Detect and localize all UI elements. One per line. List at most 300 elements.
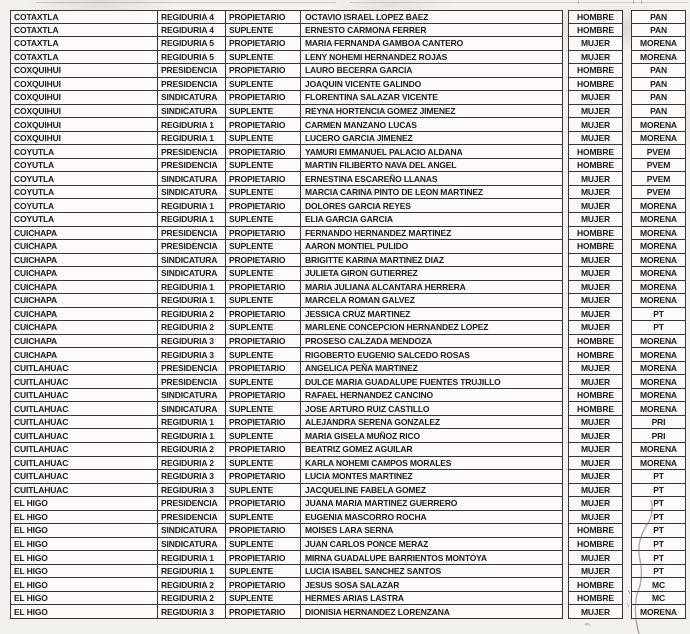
- cell-name: CARMEN MANZANO LUCAS: [300, 118, 563, 132]
- cell-party: PT: [631, 308, 686, 322]
- table-row: [10, 497, 686, 511]
- cell-position: SINDICATURA: [157, 267, 225, 281]
- cell-party: MORENA: [631, 267, 686, 281]
- cell-role: SUPLENTE: [225, 213, 300, 227]
- table-row: [10, 294, 686, 308]
- cell-name: JUAN CARLOS PONCE MERAZ: [300, 538, 563, 552]
- cell-role: PROPIETARIO: [225, 308, 300, 322]
- table-row: [10, 186, 686, 200]
- cell-municipality: CUICHAPA: [10, 281, 157, 295]
- cell-position: SINDICATURA: [157, 186, 225, 200]
- cell-role: SUPLENTE: [225, 24, 300, 38]
- cell-party: MC: [631, 592, 686, 606]
- cell-role: SUPLENTE: [225, 267, 300, 281]
- cell-role: SUPLENTE: [225, 457, 300, 471]
- cell-name: LAURO BECERRA GARCIA: [300, 64, 563, 78]
- cell-party: MORENA: [631, 294, 686, 308]
- table-row: [10, 484, 686, 498]
- cell-municipality: COTAXTLA: [10, 37, 157, 51]
- cell-role: SUPLENTE: [225, 429, 300, 443]
- cell-party: PT: [631, 470, 686, 484]
- cell-municipality: COYUTLA: [10, 213, 157, 227]
- cell-name: MOISES LARA SERNA: [300, 524, 563, 538]
- cell-role: PROPIETARIO: [225, 281, 300, 295]
- cell-municipality: COYUTLA: [10, 172, 157, 186]
- cell-name: KARLA NOHEMI CAMPOS MORALES: [300, 457, 563, 471]
- cell-gender: MUJER: [568, 308, 623, 322]
- cell-name: MARTIN FILIBERTO NAVA DEL ANGEL: [300, 159, 563, 173]
- cell-gender: MUJER: [568, 605, 623, 619]
- cell-role: PROPIETARIO: [225, 443, 300, 457]
- table-row: [10, 592, 686, 606]
- table-row: [10, 443, 686, 457]
- cell-name: EUGENIA MASCORRO ROCHA: [300, 511, 563, 525]
- table-row: [10, 429, 686, 443]
- cell-municipality: COYUTLA: [10, 145, 157, 159]
- cell-position: REGIDURIA 1: [157, 429, 225, 443]
- cell-position: REGIDURIA 2: [157, 308, 225, 322]
- cell-role: PROPIETARIO: [225, 416, 300, 430]
- table-row: [10, 227, 686, 241]
- cell-role: SUPLENTE: [225, 186, 300, 200]
- scan-remnant-tick: [633, 0, 634, 4]
- cell-gender: HOMBRE: [568, 524, 623, 538]
- cell-name: MARCIA CARINA PINTO DE LEON MARTINEZ: [300, 186, 563, 200]
- cell-gender: MUJER: [568, 118, 623, 132]
- cell-municipality: COXQUIHUI: [10, 64, 157, 78]
- scan-remnant-tick: [578, 0, 579, 4]
- table-row: [10, 457, 686, 471]
- cell-position: SINDICATURA: [157, 402, 225, 416]
- cell-name: ANGELICA PEÑA MARTINEZ: [300, 362, 563, 376]
- cell-party: MORENA: [631, 335, 686, 349]
- cell-role: PROPIETARIO: [225, 605, 300, 619]
- results-table: [10, 10, 686, 619]
- cell-name: MARIA GISELA MUÑOZ RICO: [300, 429, 563, 443]
- cell-role: SUPLENTE: [225, 375, 300, 389]
- table-row: [10, 118, 686, 132]
- cell-name: AARON MONTIEL PULIDO: [300, 240, 563, 254]
- cell-name: JESSICA CRUZ MARTINEZ: [300, 308, 563, 322]
- cell-gender: MUJER: [568, 457, 623, 471]
- cell-municipality: CUITLAHUAC: [10, 389, 157, 403]
- cell-position: PRESIDENCIA: [157, 64, 225, 78]
- cell-name: REYNA HORTENCIA GOMEZ JIMENEZ: [300, 105, 563, 119]
- cell-name: RIGOBERTO EUGENIO SALCEDO ROSAS: [300, 348, 563, 362]
- cell-role: SUPLENTE: [225, 592, 300, 606]
- cell-position: PRESIDENCIA: [157, 227, 225, 241]
- cell-gender: HOMBRE: [568, 24, 623, 38]
- cell-party: MORENA: [631, 457, 686, 471]
- cell-party: PT: [631, 565, 686, 579]
- cell-gender: MUJER: [568, 51, 623, 65]
- table-row: [10, 578, 686, 592]
- cell-municipality: COXQUIHUI: [10, 132, 157, 146]
- cell-municipality: EL HIGO: [10, 497, 157, 511]
- cell-role: SUPLENTE: [225, 511, 300, 525]
- cell-name: JACQUELINE FABELA GOMEZ: [300, 484, 563, 498]
- cell-position: REGIDURIA 1: [157, 565, 225, 579]
- cell-municipality: COTAXTLA: [10, 51, 157, 65]
- cell-role: PROPIETARIO: [225, 524, 300, 538]
- cell-municipality: CUICHAPA: [10, 335, 157, 349]
- cell-name: LUCIA ISABEL SANCHEZ SANTOS: [300, 565, 563, 579]
- cell-name: LUCIA MONTES MARTINEZ: [300, 470, 563, 484]
- cell-party: MORENA: [631, 37, 686, 51]
- cell-position: SINDICATURA: [157, 524, 225, 538]
- cell-role: SUPLENTE: [225, 105, 300, 119]
- cell-role: SUPLENTE: [225, 240, 300, 254]
- cell-municipality: CUITLAHUAC: [10, 362, 157, 376]
- table-row: [10, 199, 686, 213]
- cell-position: REGIDURIA 3: [157, 605, 225, 619]
- cell-position: REGIDURIA 3: [157, 470, 225, 484]
- cell-gender: MUJER: [568, 105, 623, 119]
- cell-role: PROPIETARIO: [225, 118, 300, 132]
- cell-position: SINDICATURA: [157, 254, 225, 268]
- cell-party: PT: [631, 524, 686, 538]
- table-row: [10, 375, 686, 389]
- cell-position: REGIDURIA 2: [157, 321, 225, 335]
- cell-gender: HOMBRE: [568, 10, 623, 24]
- cell-gender: HOMBRE: [568, 538, 623, 552]
- table-row: [10, 348, 686, 362]
- cell-party: MORENA: [631, 118, 686, 132]
- cell-municipality: CUITLAHUAC: [10, 457, 157, 471]
- cell-party: PT: [631, 538, 686, 552]
- cell-municipality: EL HIGO: [10, 524, 157, 538]
- scan-remnant-line: [36, 2, 336, 3]
- table-row: [10, 551, 686, 565]
- cell-role: SUPLENTE: [225, 565, 300, 579]
- cell-gender: MUJER: [568, 37, 623, 51]
- cell-municipality: CUICHAPA: [10, 321, 157, 335]
- cell-party: PAN: [631, 91, 686, 105]
- cell-role: PROPIETARIO: [225, 145, 300, 159]
- table-row: [10, 37, 686, 51]
- table-row: [10, 470, 686, 484]
- cell-municipality: CUICHAPA: [10, 267, 157, 281]
- cell-party: PVEM: [631, 145, 686, 159]
- cell-position: SINDICATURA: [157, 538, 225, 552]
- cell-position: REGIDURIA 3: [157, 484, 225, 498]
- cell-party: PT: [631, 551, 686, 565]
- cell-party: MORENA: [631, 213, 686, 227]
- cell-municipality: CUICHAPA: [10, 308, 157, 322]
- cell-role: SUPLENTE: [225, 78, 300, 92]
- cell-municipality: CUICHAPA: [10, 240, 157, 254]
- cell-gender: MUJER: [568, 199, 623, 213]
- cell-party: PAN: [631, 105, 686, 119]
- cell-name: JULIETA GIRON GUTIERREZ: [300, 267, 563, 281]
- cell-name: BEATRIZ GOMEZ AGUILAR: [300, 443, 563, 457]
- cell-position: REGIDURIA 1: [157, 199, 225, 213]
- cell-role: PROPIETARIO: [225, 470, 300, 484]
- cell-gender: HOMBRE: [568, 578, 623, 592]
- cell-gender: MUJER: [568, 362, 623, 376]
- cell-gender: MUJER: [568, 375, 623, 389]
- cell-name: LENY NOHEMI HERNANDEZ ROJAS: [300, 51, 563, 65]
- table-row: [10, 538, 686, 552]
- cell-name: BRIGITTE KARINA MARTINEZ DIAZ: [300, 254, 563, 268]
- cell-name: YAMURI EMMANUEL PALACIO ALDANA: [300, 145, 563, 159]
- table-row: [10, 105, 686, 119]
- cell-gender: HOMBRE: [568, 348, 623, 362]
- cell-municipality: COTAXTLA: [10, 10, 157, 24]
- cell-name: MARLENE CONCEPCION HERNANDEZ LOPEZ: [300, 321, 563, 335]
- cell-municipality: COYUTLA: [10, 159, 157, 173]
- cell-role: PROPIETARIO: [225, 551, 300, 565]
- table-row: [10, 132, 686, 146]
- cell-municipality: COXQUIHUI: [10, 105, 157, 119]
- cell-name: LUCERO GARCIA JIMENEZ: [300, 132, 563, 146]
- cell-party: MORENA: [631, 375, 686, 389]
- cell-name: JOSE ARTURO RUIZ CASTILLO: [300, 402, 563, 416]
- cell-municipality: CUITLAHUAC: [10, 402, 157, 416]
- cell-gender: MUJER: [568, 254, 623, 268]
- cell-party: PAN: [631, 10, 686, 24]
- cell-role: SUPLENTE: [225, 159, 300, 173]
- table-row: [10, 267, 686, 281]
- cell-position: REGIDURIA 2: [157, 578, 225, 592]
- table-row: [10, 416, 686, 430]
- cell-party: MORENA: [631, 362, 686, 376]
- cell-gender: HOMBRE: [568, 159, 623, 173]
- cell-municipality: EL HIGO: [10, 538, 157, 552]
- cell-role: PROPIETARIO: [225, 227, 300, 241]
- cell-role: SUPLENTE: [225, 51, 300, 65]
- cell-municipality: EL HIGO: [10, 511, 157, 525]
- cell-role: SUPLENTE: [225, 321, 300, 335]
- cell-gender: MUJER: [568, 186, 623, 200]
- cell-party: PT: [631, 321, 686, 335]
- cell-position: SINDICATURA: [157, 389, 225, 403]
- cell-municipality: CUITLAHUAC: [10, 443, 157, 457]
- cell-position: PRESIDENCIA: [157, 375, 225, 389]
- cell-gender: MUJER: [568, 267, 623, 281]
- cell-party: PRI: [631, 416, 686, 430]
- cell-name: ALEJANDRA SERENA GONZALEZ: [300, 416, 563, 430]
- cell-role: PROPIETARIO: [225, 37, 300, 51]
- cell-municipality: CUITLAHUAC: [10, 470, 157, 484]
- cell-party: PT: [631, 497, 686, 511]
- cell-name: FERNANDO HERNANDEZ MARTINEZ: [300, 227, 563, 241]
- cell-gender: MUJER: [568, 172, 623, 186]
- cell-name: MARIA FERNANDA GAMBOA CANTERO: [300, 37, 563, 51]
- cell-position: REGIDURIA 4: [157, 10, 225, 24]
- cell-role: PROPIETARIO: [225, 91, 300, 105]
- cell-party: MORENA: [631, 51, 686, 65]
- cell-gender: MUJER: [568, 321, 623, 335]
- cell-name: ELIA GARCIA GARCIA: [300, 213, 563, 227]
- cell-party: MORENA: [631, 240, 686, 254]
- table-row: [10, 213, 686, 227]
- cell-position: REGIDURIA 1: [157, 118, 225, 132]
- cell-name: PROSESO CALZADA MENDOZA: [300, 335, 563, 349]
- cell-name: HERMES ARIAS LASTRA: [300, 592, 563, 606]
- cell-position: REGIDURIA 1: [157, 281, 225, 295]
- cell-party: MORENA: [631, 281, 686, 295]
- table-row: [10, 91, 686, 105]
- cell-position: REGIDURIA 2: [157, 457, 225, 471]
- cell-municipality: COXQUIHUI: [10, 91, 157, 105]
- cell-party: PAN: [631, 64, 686, 78]
- table-row: [10, 159, 686, 173]
- cell-gender: HOMBRE: [568, 402, 623, 416]
- cell-party: PAN: [631, 24, 686, 38]
- cell-gender: HOMBRE: [568, 240, 623, 254]
- cell-municipality: COTAXTLA: [10, 24, 157, 38]
- cell-role: PROPIETARIO: [225, 64, 300, 78]
- cell-gender: MUJER: [568, 443, 623, 457]
- table-row: [10, 24, 686, 38]
- cell-role: PROPIETARIO: [225, 362, 300, 376]
- cell-position: PRESIDENCIA: [157, 511, 225, 525]
- cell-position: REGIDURIA 1: [157, 294, 225, 308]
- cell-gender: MUJER: [568, 281, 623, 295]
- cell-role: PROPIETARIO: [225, 389, 300, 403]
- cell-party: MORENA: [631, 254, 686, 268]
- cell-party: MC: [631, 578, 686, 592]
- cell-gender: MUJER: [568, 551, 623, 565]
- table-row: [10, 321, 686, 335]
- cell-gender: MUJER: [568, 497, 623, 511]
- cell-municipality: CUICHAPA: [10, 294, 157, 308]
- cell-role: SUPLENTE: [225, 538, 300, 552]
- table-row: [10, 362, 686, 376]
- cell-gender: MUJER: [568, 470, 623, 484]
- cell-position: PRESIDENCIA: [157, 497, 225, 511]
- cell-position: REGIDURIA 2: [157, 592, 225, 606]
- cell-role: SUPLENTE: [225, 348, 300, 362]
- cell-role: SUPLENTE: [225, 132, 300, 146]
- cell-party: MORENA: [631, 605, 686, 619]
- cell-name: FLORENTINA SALAZAR VICENTE: [300, 91, 563, 105]
- table-row: [10, 308, 686, 322]
- cell-role: PROPIETARIO: [225, 335, 300, 349]
- cell-gender: HOMBRE: [568, 64, 623, 78]
- table-row: [10, 402, 686, 416]
- cell-municipality: COYUTLA: [10, 186, 157, 200]
- cell-position: REGIDURIA 5: [157, 37, 225, 51]
- cell-position: PRESIDENCIA: [157, 159, 225, 173]
- cell-municipality: CUICHAPA: [10, 227, 157, 241]
- cell-party: MORENA: [631, 402, 686, 416]
- cell-gender: HOMBRE: [568, 592, 623, 606]
- cell-position: REGIDURIA 3: [157, 348, 225, 362]
- scan-remnant-line: [350, 2, 688, 3]
- cell-gender: MUJER: [568, 213, 623, 227]
- cell-role: SUPLENTE: [225, 484, 300, 498]
- cell-name: ERNESTINA ESCAREÑO LLANAS: [300, 172, 563, 186]
- cell-position: REGIDURIA 5: [157, 51, 225, 65]
- cell-party: MORENA: [631, 443, 686, 457]
- cell-gender: MUJER: [568, 132, 623, 146]
- cell-party: MORENA: [631, 227, 686, 241]
- table-row: [10, 51, 686, 65]
- cell-gender: MUJER: [568, 294, 623, 308]
- cell-name: MARIA JULIANA ALCANTARA HERRERA: [300, 281, 563, 295]
- cell-party: MORENA: [631, 389, 686, 403]
- cell-gender: MUJER: [568, 91, 623, 105]
- cell-party: PT: [631, 484, 686, 498]
- cell-name: JUANA MARIA MARTINEZ GUERRERO: [300, 497, 563, 511]
- cell-position: PRESIDENCIA: [157, 362, 225, 376]
- table-row: [10, 10, 686, 24]
- cell-municipality: CUITLAHUAC: [10, 484, 157, 498]
- cell-municipality: CUITLAHUAC: [10, 416, 157, 430]
- cell-name: DULCE MARIA GUADALUPE FUENTES TRUJILLO: [300, 375, 563, 389]
- cell-party: PT: [631, 511, 686, 525]
- cell-municipality: CUICHAPA: [10, 254, 157, 268]
- cell-role: SUPLENTE: [225, 402, 300, 416]
- table-row: [10, 254, 686, 268]
- cell-gender: HOMBRE: [568, 389, 623, 403]
- cell-party: PRI: [631, 429, 686, 443]
- cell-gender: MUJER: [568, 565, 623, 579]
- cell-gender: MUJER: [568, 484, 623, 498]
- cell-position: SINDICATURA: [157, 91, 225, 105]
- cell-position: SINDICATURA: [157, 105, 225, 119]
- cell-name: MARCELA ROMAN GALVEZ: [300, 294, 563, 308]
- cell-position: REGIDURIA 1: [157, 551, 225, 565]
- cell-role: SUPLENTE: [225, 294, 300, 308]
- cell-role: PROPIETARIO: [225, 10, 300, 24]
- cell-role: PROPIETARIO: [225, 578, 300, 592]
- cell-position: REGIDURIA 1: [157, 213, 225, 227]
- cell-position: REGIDURIA 2: [157, 443, 225, 457]
- cell-party: PVEM: [631, 172, 686, 186]
- table-row: [10, 145, 686, 159]
- cell-name: DOLORES GARCIA REYES: [300, 199, 563, 213]
- cell-municipality: COXQUIHUI: [10, 78, 157, 92]
- cell-name: ERNESTO CARMONA FERRER: [300, 24, 563, 38]
- cell-position: REGIDURIA 1: [157, 416, 225, 430]
- cell-gender: MUJER: [568, 511, 623, 525]
- cell-municipality: COYUTLA: [10, 199, 157, 213]
- table-row: [10, 605, 686, 619]
- cell-municipality: COXQUIHUI: [10, 118, 157, 132]
- cell-position: REGIDURIA 3: [157, 335, 225, 349]
- cell-gender: HOMBRE: [568, 78, 623, 92]
- cell-party: PAN: [631, 78, 686, 92]
- cell-role: PROPIETARIO: [225, 497, 300, 511]
- cell-municipality: EL HIGO: [10, 551, 157, 565]
- cell-position: REGIDURIA 1: [157, 132, 225, 146]
- cell-party: MORENA: [631, 348, 686, 362]
- cell-position: SINDICATURA: [157, 172, 225, 186]
- table-row: [10, 78, 686, 92]
- table-row: [10, 511, 686, 525]
- cell-gender: MUJER: [568, 429, 623, 443]
- cell-municipality: CUICHAPA: [10, 348, 157, 362]
- table-row: [10, 389, 686, 403]
- cell-name: OCTAVIO ISRAEL LOPEZ BAEZ: [300, 10, 563, 24]
- cell-name: RAFAEL HERNANDEZ CANCINO: [300, 389, 563, 403]
- cell-role: PROPIETARIO: [225, 199, 300, 213]
- table-row: [10, 565, 686, 579]
- cell-gender: HOMBRE: [568, 335, 623, 349]
- cell-position: REGIDURIA 4: [157, 24, 225, 38]
- cell-gender: HOMBRE: [568, 227, 623, 241]
- cell-municipality: CUITLAHUAC: [10, 375, 157, 389]
- table-row: [10, 281, 686, 295]
- cell-party: PVEM: [631, 159, 686, 173]
- table-row: [10, 64, 686, 78]
- cell-party: PVEM: [631, 186, 686, 200]
- table-row: [10, 172, 686, 186]
- cell-role: PROPIETARIO: [225, 172, 300, 186]
